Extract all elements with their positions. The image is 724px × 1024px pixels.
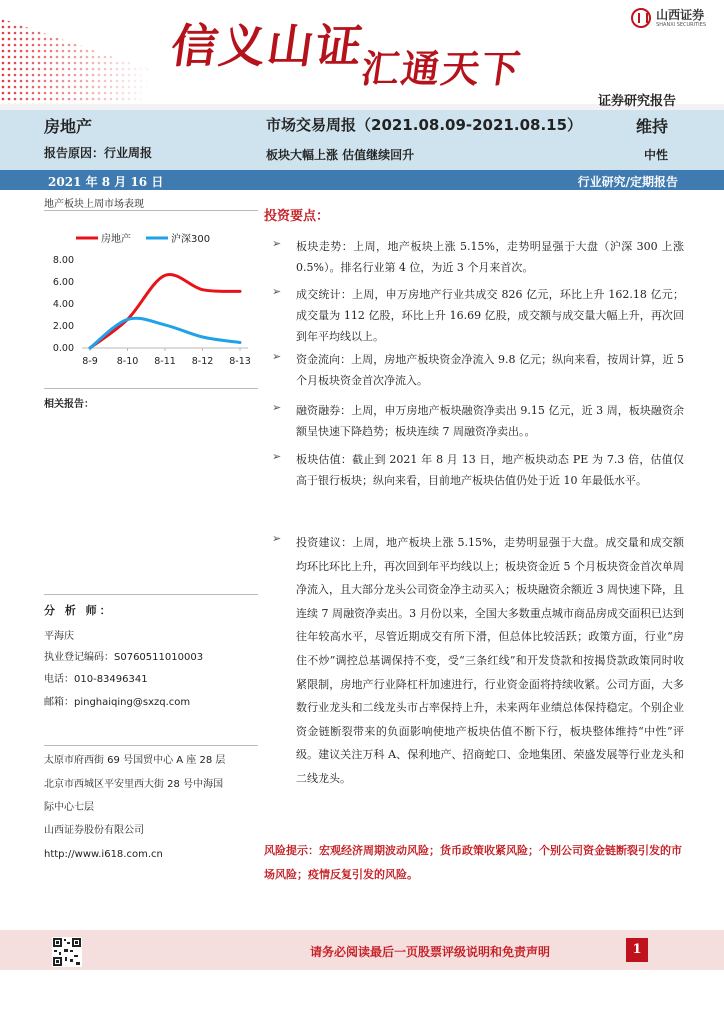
bullet-text: 成交统计：上周，申万房地产行业共成交 826 亿元，环比上升 162.18 亿元；成交量为 112 亿股，环比上升 16.69 亿股，成交额与成交量大幅上升，再次回到年平均线以上。 [296,288,684,343]
divider [44,745,258,746]
bullet-capital-flow [272,349,684,391]
bullet-text: 投资建议：上周，地产板块上涨 5.15%，走势明显强于大盘。成交量和成交额均环比环比上升，再次回到年平均线以上；板块资金近 5 个月板块资金首次单周净流入，且大部分龙头公司资金净主动买入；板块融资余额近 3 周快速下降，且连续 7 周融资净卖出。3 月份以来，全国大多数重点城市商品房成交面积已达到往年较高水平，尽管近期成交有所下滑，但总体比较活跃；政策方面，行业“房住不炒”调控总基调保持不变，受“三条红线”和开发贷款和按揭贷款政策同时收紧限制，房地产行业降杠杆加速进行，行业资金面将持续收紧。公司方面，大多数行业龙头和二线龙头市占率保持上升，未来两年业绩总体保持稳定。个别企业资金链断裂带来的负面影响使地产板块估值不断下行，板块整体维持“中性”评级。建议关注万科 A、保利地产、招商蛇口、金地集团、荣盛发展等行业龙头和二线龙头。 [296,536,684,785]
qr-code-icon[interactable] [52,937,82,967]
x-tick-label: 8-12 [191,356,214,367]
address-taiyuan: 太原市府西街 69 号国贸中心 A 座 28 层 [44,755,226,766]
related-reports-label: 相关报告： [44,399,94,410]
report-date: 2021 年 8 月 16 日 [48,175,164,189]
bullet-arrow-icon: ➢ [272,285,282,298]
chart-title: 地产板块上周市场表现 [44,199,144,210]
slogan-right: 汇通天下 [358,46,525,91]
report-subtitle: 板块大幅上涨 估值继续回升 [266,148,415,162]
company-website[interactable]: http://www.i618.com.cn [44,849,163,860]
analyst-heading: 分 析 师： [44,604,114,617]
slogan-left: 信义山证 [167,19,368,73]
x-tick-label: 8-9 [82,356,98,367]
divider [44,210,258,211]
logo-icon [631,8,651,28]
sector-performance-chart [44,218,250,378]
logo-english: SHANXI SECURITIES [656,21,706,28]
company-name: 山西证券股份有限公司 [44,825,144,836]
report-reason: 报告原因：行业周报 [44,146,153,160]
key-points-heading: 投资要点： [264,209,330,224]
analyst-license: 执业登记编码：S0760511010003 [44,652,204,663]
address-beijing-line1: 北京市西城区平安里西大街 28 号中海国 [44,779,224,790]
page-number: 1 [626,938,648,962]
legend-label: 房地产 [101,234,131,245]
rating-action: 维持 [636,117,669,136]
analyst-phone: 电话：010-83496341 [44,674,148,685]
bullet-arrow-icon: ➢ [272,532,282,545]
sector-name: 房地产 [44,117,93,136]
logo-name: 山西证券 [656,7,705,22]
bullet-arrow-icon: ➢ [272,237,282,250]
bullet-valuation [272,449,684,491]
bullet-text: 板块估值：截止到 2021 年 8 月 13 日，地产板块动态 PE 为 7.3 倍，估值仅高于银行板块；纵向来看，目前地产板块估值仍处于近 10 年最低水平。 [296,453,684,487]
divider [44,594,258,595]
bullet-text: 融资融券：上周，申万房地产板块融资净卖出 9.15 亿元，近 3 周，板块融资余额呈快速下降趋势；板块连续 7 周融资净卖出。。 [296,404,684,438]
divider [44,388,258,389]
bullet-margin-trading [272,400,684,442]
rating-value: 中性 [644,148,669,162]
legend-label: 沪深300 [171,234,211,245]
bullet-text: 资金流向：上周，房地产板块资金净流入 9.8 亿元；纵向来看，按周计算，近 5 个月板块资金首次净流入。 [296,353,684,387]
bullet-trading-stats [272,284,684,347]
chart-svg [44,218,250,378]
x-tick-label: 8-10 [116,356,139,367]
y-tick-label: 2.00 [52,321,74,332]
x-tick-label: 8-11 [154,356,176,367]
analyst-email[interactable]: 邮箱：pinghaiqing@sxzq.com [44,697,191,708]
y-tick-label: 4.00 [52,299,74,310]
bullet-arrow-icon: ➢ [272,350,282,363]
y-tick-label: 0.00 [52,343,74,354]
bullet-sector-trend [272,236,684,278]
report-title: 市场交易周报（2021.08.09-2021.08.15） [266,116,583,134]
company-logo [631,8,706,28]
analyst-name: 平海庆 [44,631,74,642]
bullet-text: 板块走势：上周，地产板块上涨 5.15%，走势明显强于大盘（沪深 300 上涨 0.5%）。排名行业第 4 位，为近 3 个月来首次。 [296,240,684,274]
x-tick-label: 8-13 [229,356,250,367]
report-series: 证券研究报告 [597,94,676,109]
bullet-arrow-icon: ➢ [272,401,282,414]
risk-warning: 风险提示：宏观经济周期波动风险；货币政策收紧风险；个别公司资金链断裂引发的市场风险；疫情反复引发的风险。 [264,844,682,881]
bullet-arrow-icon: ➢ [272,450,282,463]
y-tick-label: 6.00 [52,277,74,288]
disclaimer-note: 请务必阅读最后一页股票评级说明和免责声明 [310,945,551,959]
report-category: 行业研究/定期报告 [577,175,678,189]
series-line [90,274,240,348]
y-tick-label: 8.00 [52,255,74,266]
bullet-investment-advice [272,531,684,791]
banner [0,0,724,110]
address-beijing-line2: 际中心七层 [44,802,94,813]
